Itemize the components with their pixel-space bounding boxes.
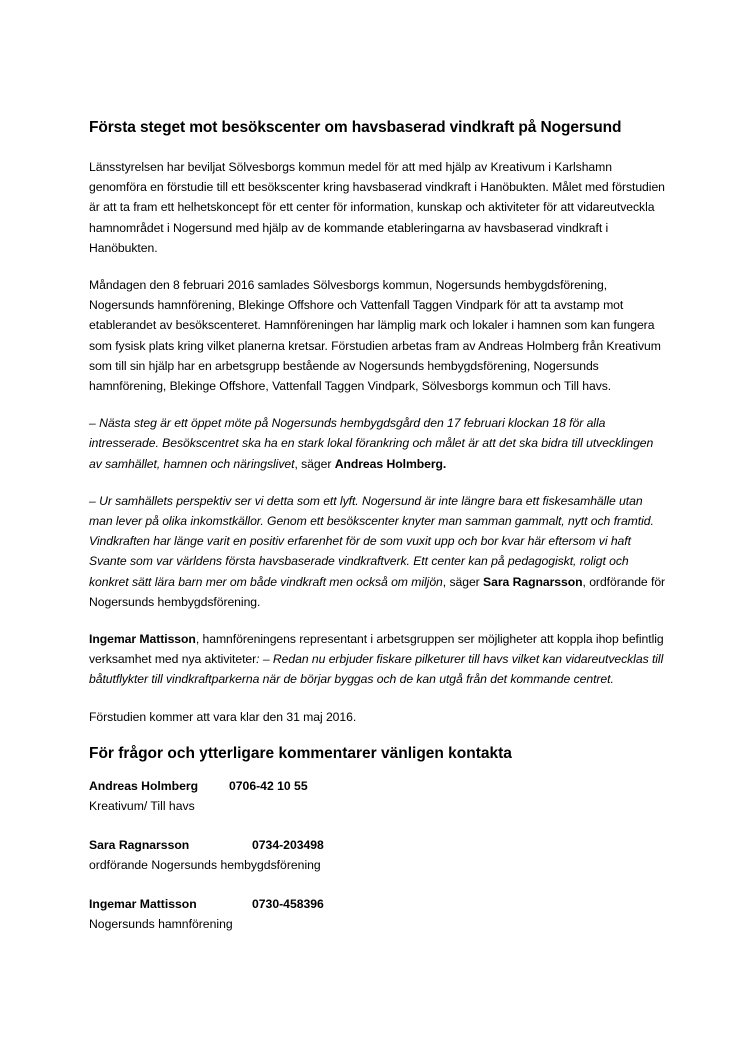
text-run: – Nästa steg är ett öppet möte på Nogersunds hembygdsgård den 17 februari klockan 18 för alla intresserade. Besökscentret ska ha en stark lokal förankring och målet är att det ska bidra till utvecklingen av samhället, hamnen och näringslivet: [89, 416, 654, 471]
contact-organization: Nogersunds hamnförening: [89, 916, 233, 931]
text-run: , säger: [294, 456, 335, 471]
text-run: Måndagen den 8 februari 2016 samlades Sölvesborgs kommun, Nogersunds hembygdsförening, Nogersunds hamnförening, Blekinge Offshore och Vattenfall Taggen Vindpark för att ta avstamp mot etablerandet av besökscenteret. Hamnföreningen har lämplig mark och lokaler i hamnen som kan fungera som fysisk plats kring vilket planerna kretsar. Förstudien arbetas fram av Andreas Holmberg från Kreativum som till sin hjälp har en arbetsgrupp bestående av Nogersunds hembygdsförening, Nogersunds hamnförening, Blekinge Offshore, Vattenfall Taggen Vindpark, Sölvesborgs kommun och Till havs.: [89, 278, 661, 394]
contact-entry: [89, 894, 669, 934]
paragraph-quote-ragnarsson: [89, 491, 669, 612]
contact-heading: För frågor och ytterligare kommentarer vänligen kontakta: [89, 744, 512, 762]
contact-phone: 0706-42 10 55: [229, 778, 308, 793]
text-run: , ordförande för Nogersunds hembygdsförening.: [89, 574, 666, 609]
contact-name: Ingemar Mattisson: [89, 896, 197, 911]
text-run: , hamnföreningens representant i arbetsgruppen ser möjligheter att koppla ihop befintlig verksamhet med nya aktiviteter: [89, 632, 664, 667]
paragraph-quote-mattisson: [89, 629, 669, 690]
contact-list: [89, 776, 669, 934]
paragraph-intro: [89, 157, 669, 258]
contact-organization: Kreativum/ Till havs: [89, 798, 195, 813]
contact-organization: ordförande Nogersunds hembygdsförening: [89, 857, 321, 872]
text-run: , säger: [442, 574, 484, 589]
contact-entry: [89, 776, 669, 816]
text-run: Ingemar Mattisson: [89, 632, 196, 647]
contact-phone: 0730-458396: [252, 896, 324, 911]
text-run: Länsstyrelsen har beviljat Sölvesborgs kommun medel för att med hjälp av Kreativum i Karlshamn genomföra en förstudie till ett besökscenter kring havsbaserad vindkraft i Hanöbukten. Målet med förstudien är att ta fram ett helhetskoncept för ett center för information, kunskap och aktiviteter för att vidareutveckla hamnområdet i Nogersund med hjälp av de kommande etableringarna av havsbaserad vindkraft i Hanöbukten.: [89, 160, 665, 255]
text-run: : – Redan nu erbjuder fiskare pilketurer till havs vilket kan vidareutvecklas till båtutflykter till vindkraftparkerna när de börjar byggas och de kan utgå från det kommande centret.: [89, 652, 664, 687]
document-title: Första steget mot besökscenter om havsbaserad vindkraft på Nogersund: [89, 119, 622, 136]
paragraph-deadline: [89, 707, 669, 727]
text-run: Sara Ragnarsson: [483, 574, 583, 589]
contact-entry: [89, 835, 669, 875]
contact-phone: 0734-203498: [252, 837, 324, 852]
contact-name: Andreas Holmberg: [89, 778, 199, 793]
text-run: – Ur samhällets perspektiv ser vi detta som ett lyft. Nogersund är inte längre bara ett fiskesamhälle utan man lever på olika inkomstkällor. Genom ett besökscenter knyter man samman gammalt, nytt och framtid. Vindkraften har länge varit en positiv erfarenhet för de som vuxit upp och bor kvar här eftersom vi haft Svante som var världens första havsbaserade vindkraftverk. Ett center kan på pedagogiskt, roligt och konkret sätt lära barn mer om både vindkraft men också om miljön: [89, 493, 654, 589]
body-text: [89, 157, 669, 727]
document-page: [89, 118, 669, 953]
paragraph-meeting: [89, 275, 669, 396]
contact-name: Sara Ragnarsson: [89, 837, 190, 852]
text-run: Andreas Holmberg.: [334, 456, 447, 471]
paragraph-quote-holmberg: [89, 413, 669, 474]
text-run: Förstudien kommer att vara klar den 31 maj 2016.: [89, 709, 357, 724]
